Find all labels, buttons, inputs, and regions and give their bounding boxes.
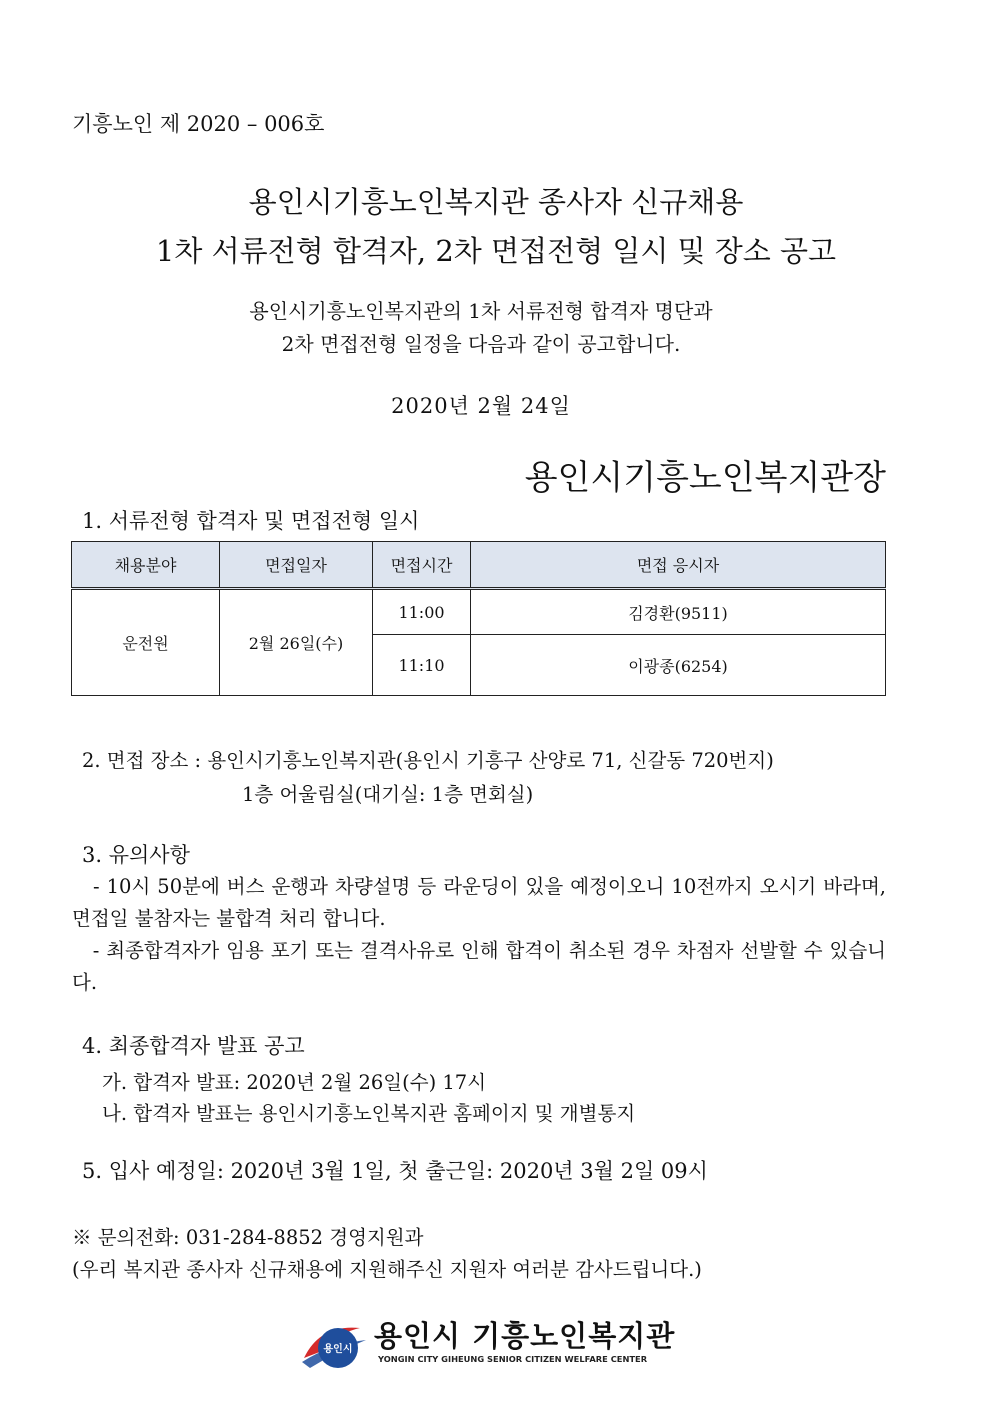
section-2-room: 1층 어울림실(대기실: 1층 면회실) [242,783,534,806]
intro-line-1: 용인시기흥노인복지관의 1차 서류전형 합격자 명단과 [249,299,713,323]
signer-name: 용인시기흥노인복지관장 [524,458,886,498]
table-header-row [72,542,886,589]
title-line-1: 용인시기흥노인복지관 종사자 신규채용 [248,185,744,219]
section-4-item-1: 가. 합격자 발표: 2020년 2월 26일(수) 17시 [102,1071,487,1094]
intro-line-2: 2차 면접전형 일정을 다음과 같이 공고합니다. [281,332,681,356]
announcement-date: 2020년 2월 24일 [391,394,571,418]
section-5-start-date: 5. 입사 예정일: 2020년 3월 1일, 첫 출근일: 2020년 3월 2일 09시 [82,1159,708,1183]
cell-time: 11:10 [373,635,471,696]
table-row [72,589,886,635]
header-field: 채용분야 [72,542,220,589]
thanks-note: (우리 복지관 종사자 신규채용에 지원해주신 지원자 여러분 감사드립니다.) [72,1258,702,1281]
logo-emblem-icon [300,1318,370,1370]
contact-phone: ※ 문의전화: 031-284-8852 경영지원과 [72,1226,424,1249]
cell-time: 11:00 [373,589,471,635]
header-candidate: 면접 응시자 [471,542,886,589]
header-time: 면접시간 [373,542,471,589]
logo-subtitle: YONGIN CITY GIHEUNG SENIOR CITIZEN WELFARE CENTER [378,1354,648,1364]
header-date: 면접일자 [220,542,373,589]
section-1-heading: 1. 서류전형 합격자 및 면접전형 일시 [82,509,420,533]
section-3-notes: - 10시 50분에 버스 운행과 차량설명 등 라운딩이 있을 예정이오니 10전까지 오시기 바라며, 면접일 불참자는 불합격 처리 합니다. - 최종합격자가 임용 포기 또는 결격사유로 인해 합격이 취소된 경우 차점자 선발할 수 있습니다. [72,875,886,994]
cell-field: 운전원 [72,589,220,696]
section-3-heading: 3. 유의사항 [82,843,190,867]
cell-candidate: 김경환(9511) [471,589,886,635]
section-4-heading: 4. 최종합격자 발표 공고 [82,1034,305,1058]
document-number: 기흥노인 제 2020 – 006호 [72,112,325,136]
interview-schedule-table [71,541,886,696]
organization-logo [300,1318,680,1370]
section-4-item-2: 나. 합격자 발표는 용인시기흥노인복지관 홈페이지 및 개별통지 [102,1102,636,1125]
section-2-location: 2. 면접 장소 : 용인시기흥노인복지관(용인시 기흥구 산양로 71, 신갈동 720번지) [82,749,774,772]
cell-date: 2월 26일(수) [220,589,373,696]
title-line-2: 1차 서류전형 합격자, 2차 면접전형 일시 및 장소 공고 [155,234,837,268]
cell-candidate: 이광종(6254) [471,635,886,696]
logo-emblem-text: 용인시 [323,1344,353,1355]
logo-name: 용인시 기흥노인복지관 [374,1319,676,1353]
